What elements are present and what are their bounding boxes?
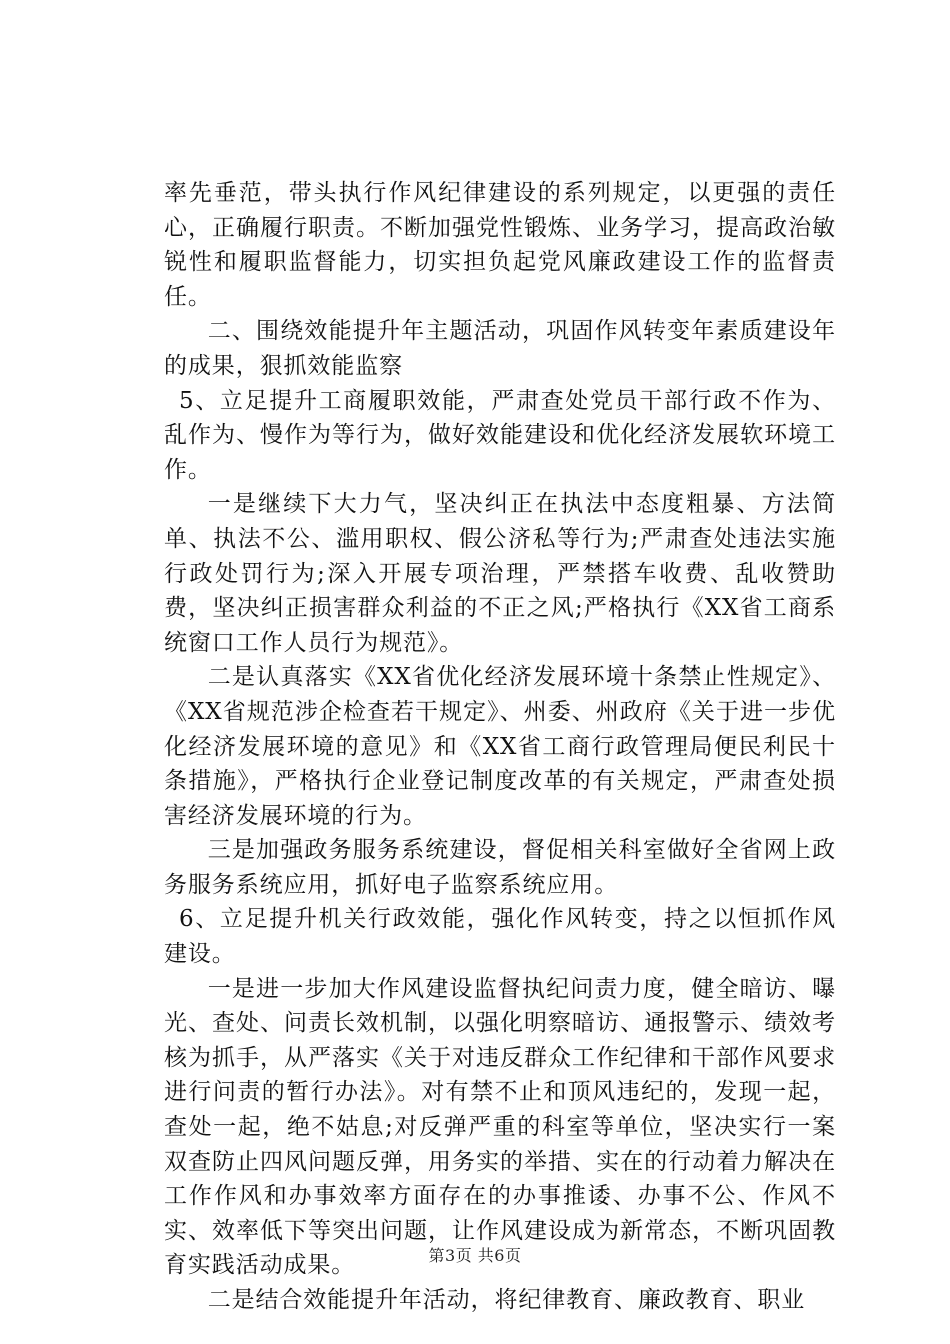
document-body (164, 176, 836, 1318)
paragraph-item-6-first: 一是进一步加大作风建设监督执纪问责力度，健全暗访、曝光、查处、问责长效机制，以强化明察暗访、通报警示、绩效考核为抓手，从严落实《关于对违反群众工作纪律和干部作风要求进行问责的暂行办法》。对有禁不止和顶风违纪的，发现一起，查处一起，绝不姑息;对反弹严重的科室等单位，坚决实行一案双查防止四风问题反弹，用务实的举措、实在的行动着力解决在工作作风和办事效率方面存在的办事推诿、办事不公、作风不实、效率低下等突出问题，让作风建设成为新常态，不断巩固教育实践活动成果。 (164, 975, 836, 1279)
paragraph-item-5-third: 三是加强政务服务系统建设，督促相关科室做好全省网上政务服务系统应用，抓好电子监察系统应用。 (164, 837, 836, 898)
page-footer: 第3页 共6页 (428, 1246, 522, 1265)
paragraph-item-5-second: 二是认真落实《XX省优化经济发展环境十条禁止性规定》、《XX省规范涉企检查若干规定》、州委、州政府《关于进一步优化经济发展环境的意见》和《XX省工商行政管理局便民利民十条措施》，严格执行企业登记制度改革的有关规定，严肃查处损害经济发展环境的行为。 (164, 664, 836, 829)
paragraph-item-6-second: 二是结合效能提升年活动，将纪律教育、廉政教育、职业 (207, 1287, 806, 1313)
item-5: 5、立足提升工商履职效能，严肃查处党员干部行政不作为、乱作为、慢作为等行为，做好效能建设和优化经济发展软环境工作。 (164, 387, 836, 483)
section-heading-2: 二、围绕效能提升年主题活动，巩固作风转变年素质建设年的成果，狠抓效能监察 (164, 318, 836, 379)
paragraph-1: 率先垂范，带头执行作风纪律建设的系列规定，以更强的责任心，正确履行职责。不断加强党性锻炼、业务学习，提高政治敏锐性和履职监督能力，切实担负起党风廉政建设工作的监督责任。 (164, 180, 836, 310)
item-6: 6、立足提升机关行政效能，强化作风转变，持之以恒抓作风建设。 (164, 906, 836, 968)
paragraph-item-5-first: 一是继续下大力气，坚决纠正在执法中态度粗暴、方法简单、执法不公、滥用职权、假公济私等行为;严肃查处违法实施行政处罚行为;深入开展专项治理，严禁搭车收费、乱收赞助费，坚决纠正损害群众利益的不正之风;严格执行《XX省工商系统窗口工作人员行为规范》。 (164, 491, 836, 656)
